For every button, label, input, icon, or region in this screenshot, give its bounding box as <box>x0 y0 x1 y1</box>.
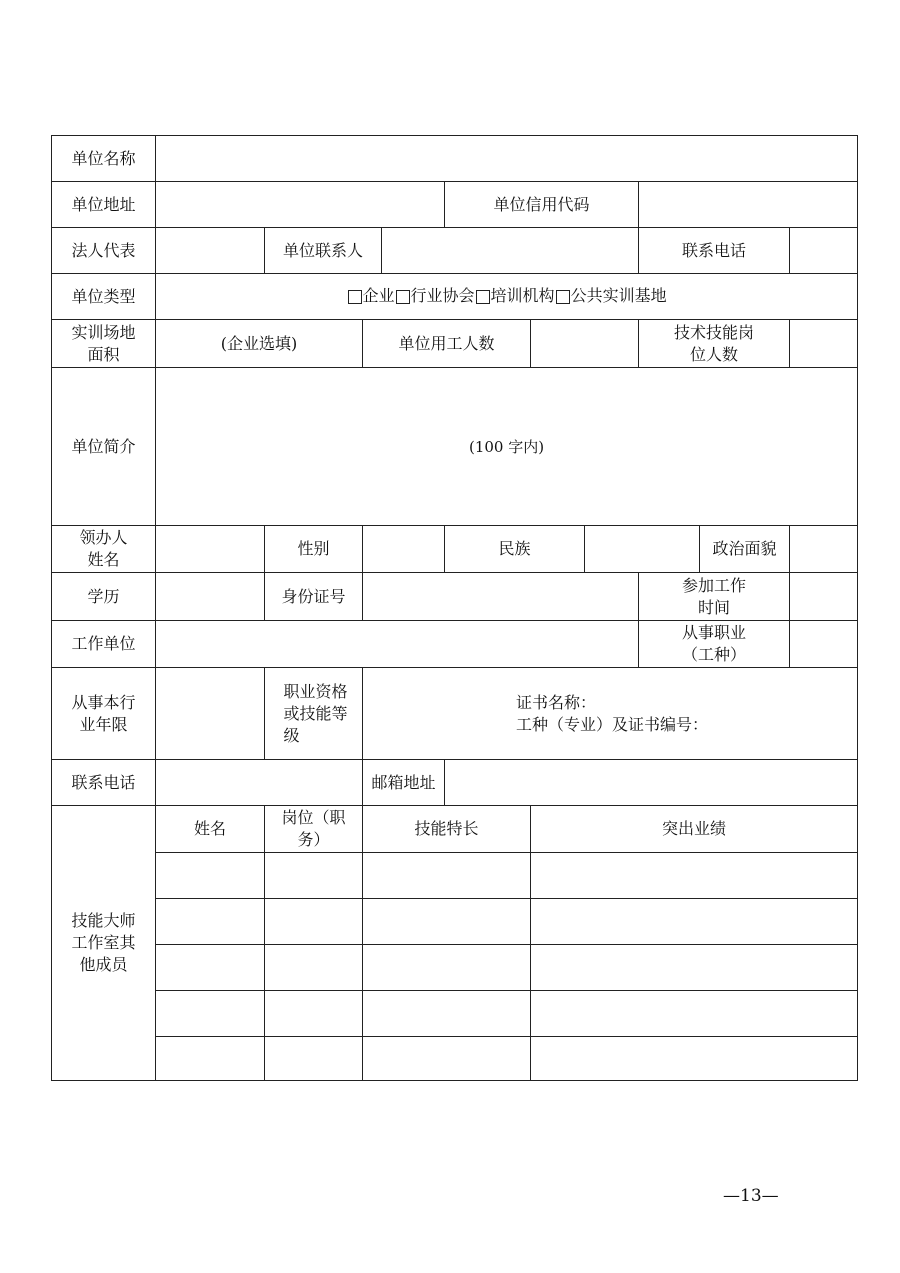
contact-phone-field[interactable] <box>790 228 858 274</box>
ethnicity-field[interactable] <box>585 526 700 573</box>
member-achievement-cell[interactable] <box>531 991 858 1037</box>
ethnicity-label: 民族 <box>445 526 585 573</box>
member-post-cell[interactable] <box>265 991 363 1037</box>
unit-type-label: 单位类型 <box>52 274 156 320</box>
member-achievement-cell[interactable] <box>531 853 858 899</box>
member-row <box>52 945 858 991</box>
member-name-cell[interactable] <box>156 899 265 945</box>
cert-name-label: 证书名称： <box>516 692 597 712</box>
years-in-industry-field[interactable] <box>156 668 265 760</box>
skill-post-count-field[interactable] <box>790 320 858 368</box>
unit-name-label: 单位名称 <box>52 136 156 182</box>
employee-count-field[interactable] <box>531 320 639 368</box>
checkbox-industry-association[interactable] <box>396 290 410 304</box>
unit-address-field[interactable] <box>156 182 445 228</box>
member-name-cell[interactable] <box>156 945 265 991</box>
option-industry-association: 行业协会 <box>410 285 475 305</box>
checkbox-enterprise[interactable] <box>348 290 362 304</box>
training-area-label: 实训场地 面积 <box>52 320 156 368</box>
row-unit-name <box>52 136 858 182</box>
row-employer <box>52 621 858 668</box>
member-name-cell[interactable] <box>156 991 265 1037</box>
legal-rep-field[interactable] <box>156 228 265 274</box>
id-field[interactable] <box>363 573 639 621</box>
contact-phone-label: 联系电话 <box>639 228 790 274</box>
employer-field[interactable] <box>156 621 639 668</box>
email-label: 邮箱地址 <box>363 760 445 806</box>
occupation-field[interactable] <box>790 621 858 668</box>
member-skill-cell[interactable] <box>363 853 531 899</box>
unit-address-label: 单位地址 <box>52 182 156 228</box>
phone-field[interactable] <box>156 760 363 806</box>
work-start-field[interactable] <box>790 573 858 621</box>
page-number: —13— <box>723 1186 779 1206</box>
education-label: 学历 <box>52 573 156 621</box>
education-field[interactable] <box>156 573 265 621</box>
checkbox-training-institution[interactable] <box>476 290 490 304</box>
skill-post-count-label: 技术技能岗 位人数 <box>639 320 790 368</box>
row-phone-email <box>52 760 858 806</box>
option-training-institution: 培训机构 <box>490 285 555 305</box>
cert-number-label: 工种（专业）及证书编号： <box>516 714 709 734</box>
credit-code-field[interactable] <box>639 182 858 228</box>
row-unit-intro <box>52 368 858 526</box>
employee-count-label: 单位用工人数 <box>363 320 531 368</box>
member-skill-cell[interactable] <box>363 991 531 1037</box>
row-unit-address <box>52 182 858 228</box>
members-header-post: 岗位（职 务） <box>265 806 363 853</box>
member-row <box>52 899 858 945</box>
member-post-cell[interactable] <box>265 853 363 899</box>
row-qualification <box>52 668 858 760</box>
credit-code-label: 单位信用代码 <box>445 182 639 228</box>
members-header-row <box>52 806 858 853</box>
member-achievement-cell[interactable] <box>531 945 858 991</box>
row-education <box>52 573 858 621</box>
row-training-area <box>52 320 858 368</box>
employer-label: 工作单位 <box>52 621 156 668</box>
work-start-label: 参加工作 时间 <box>639 573 790 621</box>
unit-contact-label: 单位联系人 <box>265 228 382 274</box>
members-label: 技能大师 工作室其 他成员 <box>52 806 156 1081</box>
intro-label: 单位简介 <box>52 368 156 526</box>
years-in-industry-label: 从事本行 业年限 <box>52 668 156 760</box>
member-name-cell[interactable] <box>156 1037 265 1081</box>
member-skill-cell[interactable] <box>363 899 531 945</box>
phone-label: 联系电话 <box>52 760 156 806</box>
checkbox-public-training-base[interactable] <box>556 290 570 304</box>
member-post-cell[interactable] <box>265 1037 363 1081</box>
option-enterprise: 企业 <box>362 285 395 305</box>
member-row <box>52 991 858 1037</box>
member-achievement-cell[interactable] <box>531 1037 858 1081</box>
member-skill-cell[interactable] <box>363 945 531 991</box>
unit-name-field[interactable] <box>156 136 858 182</box>
member-post-cell[interactable] <box>265 899 363 945</box>
certificate-field[interactable] <box>363 668 858 760</box>
member-name-cell[interactable] <box>156 853 265 899</box>
row-leader <box>52 526 858 573</box>
legal-rep-label: 法人代表 <box>52 228 156 274</box>
member-post-cell[interactable] <box>265 945 363 991</box>
political-label: 政治面貌 <box>700 526 790 573</box>
intro-field[interactable]: (100 字内) <box>156 368 858 526</box>
occupation-label: 从事职业 （工种） <box>639 621 790 668</box>
gender-field[interactable] <box>363 526 445 573</box>
gender-label: 性别 <box>265 526 363 573</box>
row-legal-rep <box>52 228 858 274</box>
unit-type-options <box>156 274 858 320</box>
leader-name-field[interactable] <box>156 526 265 573</box>
political-field[interactable] <box>790 526 858 573</box>
member-skill-cell[interactable] <box>363 1037 531 1081</box>
member-row <box>52 1037 858 1081</box>
member-row <box>52 853 858 899</box>
unit-contact-field[interactable] <box>382 228 639 274</box>
qualification-label: 职业资格 或技能等 级 <box>265 668 363 760</box>
leader-name-label: 领办人 姓名 <box>52 526 156 573</box>
member-achievement-cell[interactable] <box>531 899 858 945</box>
application-form-table <box>51 135 858 1081</box>
members-header-skill: 技能特长 <box>363 806 531 853</box>
option-public-training-base: 公共实训基地 <box>570 285 667 305</box>
members-header-name: 姓名 <box>156 806 265 853</box>
members-header-achievement: 突出业绩 <box>531 806 858 853</box>
email-field[interactable] <box>445 760 858 806</box>
row-unit-type <box>52 274 858 320</box>
training-area-hint[interactable]: (企业选填) <box>156 320 363 368</box>
id-label: 身份证号 <box>265 573 363 621</box>
